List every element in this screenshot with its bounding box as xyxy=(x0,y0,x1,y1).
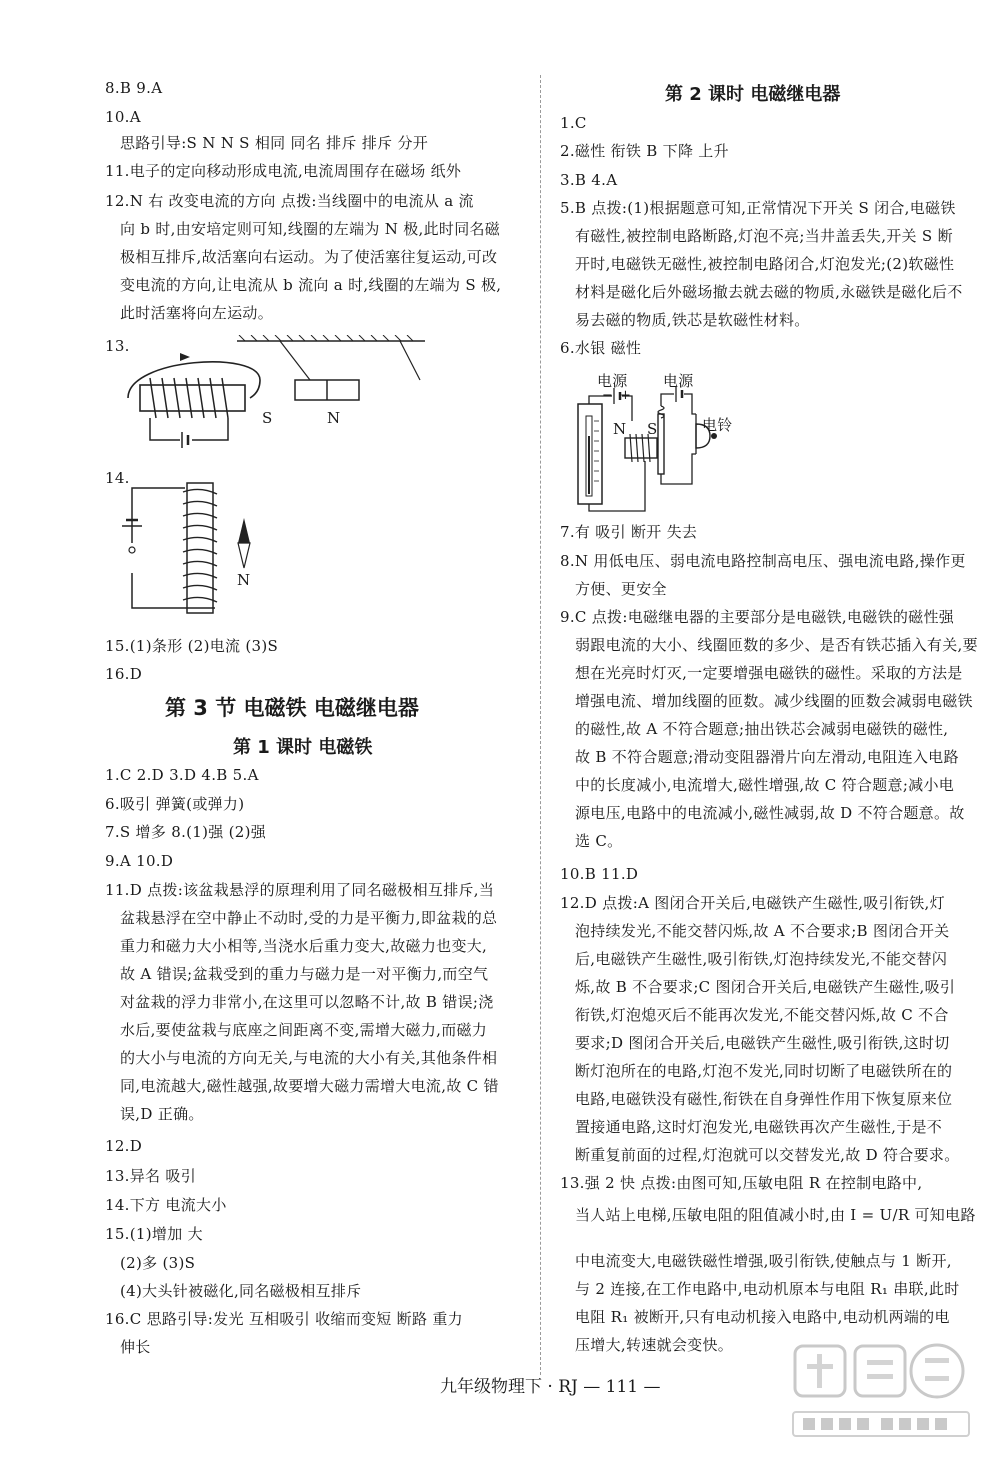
answer-line: 12.N 右 改变电流的方向 点拨:当线圈中的电流从 a 流 xyxy=(105,192,474,210)
answer-line: 8.N 用低电压、弱电流电路控制高电压、强电流电路,操作更 xyxy=(560,552,966,570)
answer-line: 13.异名 吸引 xyxy=(105,1167,197,1185)
answer-line: 13.强 2 快 点拨:由图可知,压敏电阻 R 在控制电路中, xyxy=(560,1174,923,1192)
answer-line: 9.A 10.D xyxy=(105,852,174,870)
answer-line: 源电压,电路中的电流减小,磁性减弱,故 D 不符合题意。故 xyxy=(575,804,965,822)
answer-line: 置接通电路,这时灯泡发光,电磁铁再次产生磁性,于是不 xyxy=(575,1118,943,1136)
watermark-logo xyxy=(785,1336,975,1446)
answer-line: 与 2 连接,在工作电路中,电动机原本与电阻 R₁ 串联,此时 xyxy=(575,1280,960,1298)
answer-line: 当人站上电梯,压敏电阻的阻值减小时,由 I = U/R 可知电路 xyxy=(575,1206,976,1224)
answer-line: 11.电子的定向移动形成电流,电流周围存在磁场 纸外 xyxy=(105,162,462,180)
answer-line: 极相互排斥,故活塞向右运动。为了使活塞往复运动,可改 xyxy=(120,248,498,266)
section-title: 第 3 节 电磁铁 电磁继电器 xyxy=(165,696,419,720)
answer-line: (4)大头针被磁化,同名磁极相互排斥 xyxy=(120,1282,362,1300)
answer-line: 断重复前面的过程,灯泡就可以交替发光,故 D 符合要求。 xyxy=(575,1146,960,1164)
answer-line: 5.B 点拨:(1)根据题意可知,正常情况下开关 S 闭合,电磁铁 xyxy=(560,199,956,217)
answer-line: 对盆栽的浮力非常小,在这里可以忽略不计,故 B 错误;浇 xyxy=(120,993,494,1011)
answer-line: 开时,电磁铁无磁性,被控制电路闭合,灯泡发光;(2)软磁性 xyxy=(575,255,955,273)
answer-line: 思路引导:S N N S 相同 同名 排斥 排斥 分开 xyxy=(120,134,429,152)
answer-line: 9.C 点拨:电磁继电器的主要部分是电磁铁,电磁铁的磁性强 xyxy=(560,608,955,626)
answer-line: (2)多 (3)S xyxy=(120,1254,196,1272)
answer-line: 10.B 11.D xyxy=(560,865,639,883)
fig6-label-power2: 电源 xyxy=(663,372,694,390)
answer-line: 此时活塞将向左运动。 xyxy=(120,304,274,322)
answer-line: 向 b 时,由安培定则可知,线圈的左端为 N 极,此时同名磁 xyxy=(120,220,501,238)
answer-line: 衔铁,灯泡熄灭后不能再次发光,不能交替闪烁,故 C 不合 xyxy=(575,1006,949,1024)
figure-14-solenoid xyxy=(120,478,260,618)
fig6-label-s: S xyxy=(647,420,658,438)
answer-line: 弱跟电流的大小、线圈匝数的多少、是否有铁芯插入有关,要 xyxy=(575,636,978,654)
answer-line: 要求;D 图闭合开关后,电磁铁产生磁性,吸引衔铁,这时切 xyxy=(575,1034,950,1052)
answer-line: 伸长 xyxy=(120,1338,151,1356)
answer-line: 7.有 吸引 断开 失去 xyxy=(560,523,698,541)
answer-line: 选 C。 xyxy=(575,832,623,850)
answer-line: 3.B 4.A xyxy=(560,171,618,189)
answer-line: 电路,电磁铁没有磁性,衔铁在自身弹性作用下恢复原来位 xyxy=(575,1090,953,1108)
column-divider xyxy=(540,75,541,1375)
answer-line: 易去磁的物质,铁芯是软磁性材料。 xyxy=(575,311,810,329)
lesson-2-title: 第 2 课时 电磁继电器 xyxy=(665,84,841,105)
fig13-label-s: S xyxy=(262,409,273,427)
answer-line: 误,D 正确。 xyxy=(120,1105,204,1123)
answer-line: 泡持续发光,不能交替闪烁,故 A 不合要求;B 图闭合开关 xyxy=(575,922,950,940)
page-footer: 九年级物理下 · RJ — 111 — xyxy=(440,1377,661,1397)
fig6-label-bell: 电铃 xyxy=(702,416,733,434)
fig6-label-power1: 电源 xyxy=(597,372,628,390)
answer-line: 16.D xyxy=(105,665,143,683)
answer-line: 7.S 增多 8.(1)强 (2)强 xyxy=(105,823,267,841)
answer-line: 6.水银 磁性 xyxy=(560,339,642,357)
answer-line: 中的长度减小,电流增大,磁性增强,故 C 符合题意;减小电 xyxy=(575,776,955,794)
answer-line: 8.B 9.A xyxy=(105,79,163,97)
answer-line: 6.吸引 弹簧(或弹力) xyxy=(105,795,245,813)
answer-line: 10.A xyxy=(105,108,141,126)
answer-line: 中电流变大,电磁铁磁性增强,吸引衔铁,使触点与 1 断开, xyxy=(575,1252,952,1270)
answer-line: 15.(1)条形 (2)电流 (3)S xyxy=(105,637,279,655)
answer-line: 水后,要使盆栽与底座之间距离不变,需增大磁力,而磁力 xyxy=(120,1021,488,1039)
lesson-1-title: 第 1 课时 电磁铁 xyxy=(233,737,373,758)
answer-line: 13. xyxy=(105,337,130,355)
answer-line: 重力和磁力大小相等,当浇水后重力变大,故磁力也变大, xyxy=(120,937,488,955)
answer-line: 14. xyxy=(105,469,130,487)
fig6-label-n: N xyxy=(613,420,627,438)
fig14-label-n: N xyxy=(237,571,251,589)
answer-line: 压增大,转速就会变快。 xyxy=(575,1336,734,1354)
answer-line: 故 A 错误;盆栽受到的重力与磁力是一对平衡力,而空气 xyxy=(120,965,489,983)
answer-line: 材料是磁化后外磁场撤去就去磁的物质,永磁铁是磁化后不 xyxy=(575,283,963,301)
answer-line: 故 B 不符合题意;滑动变阻器滑片向左滑动,电阻连入电路 xyxy=(575,748,959,766)
answer-line: 15.(1)增加 大 xyxy=(105,1225,203,1243)
answer-line: 11.D 点拨:该盆栽悬浮的原理利用了同名磁极相互排斥,当 xyxy=(105,881,495,899)
answer-line: 增强电流、增加线圈的匝数。减少线圈的匝数会减弱电磁铁 xyxy=(575,692,973,710)
answer-line: 12.D 点拨:A 图闭合开关后,电磁铁产生磁性,吸引衔铁,灯 xyxy=(560,894,945,912)
answer-line: 方便、更安全 xyxy=(575,580,667,598)
answer-line: 后,电磁铁产生磁性,吸引衔铁,灯泡持续发光,不能交替闪 xyxy=(575,950,948,968)
fig13-label-n: N xyxy=(327,409,341,427)
answer-line: 想在光亮时灯灭,一定要增强电磁铁的磁性。采取的方法是 xyxy=(575,664,963,682)
answer-line: 断灯泡所在的电路,灯泡不发光,同时切断了电磁铁所在的 xyxy=(575,1062,953,1080)
answer-line: 2.磁性 衔铁 B 下降 上升 xyxy=(560,142,729,160)
answer-line: 烁,故 B 不合要求;C 图闭合开关后,电磁铁产生磁性,吸引 xyxy=(575,978,956,996)
answer-line: 1.C 2.D 3.D 4.B 5.A xyxy=(105,766,259,784)
answer-line: 变电流的方向,让电流从 b 流向 a 时,线圈的左端为 S 极, xyxy=(120,276,502,294)
answer-line: 有磁性,被控制电路断路,灯泡不亮;当井盖丢失,开关 S 断 xyxy=(575,227,953,245)
answer-line: 16.C 思路引导:发光 互相吸引 收缩而变短 断路 重力 xyxy=(105,1310,463,1328)
fig6-label-plus: + xyxy=(620,388,632,403)
answer-line: 同,电流越大,磁性越强,故要增大磁力需增大电流,故 C 错 xyxy=(120,1077,499,1095)
answer-line: 12.D xyxy=(105,1137,143,1155)
answer-line: 的大小与电流的方向无关,与电流的大小有关,其他条件相 xyxy=(120,1049,498,1067)
answer-line: 14.下方 电流大小 xyxy=(105,1196,227,1214)
fig6-label-minus: − xyxy=(602,388,614,403)
answer-line: 电阻 R₁ 被断开,只有电动机接入电路中,电动机两端的电 xyxy=(575,1308,950,1326)
answer-line: 的磁性,故 A 不符合题意;抽出铁芯会减弱电磁铁的磁性, xyxy=(575,720,949,738)
answer-line: 1.C xyxy=(560,114,587,132)
answer-line: 盆栽悬浮在空中静止不动时,受的力是平衡力,即盆栽的总 xyxy=(120,909,498,927)
